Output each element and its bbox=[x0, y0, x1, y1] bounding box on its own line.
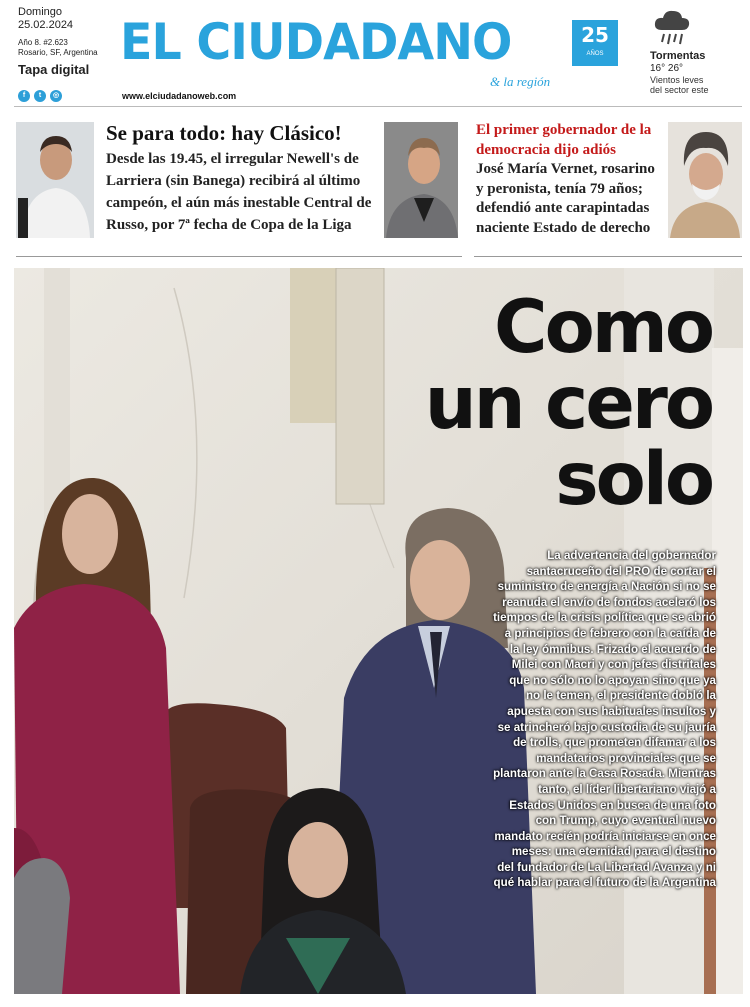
headline-line-2: un cero bbox=[424, 361, 712, 446]
weather-desc-1: Vientos leves bbox=[650, 75, 704, 85]
masthead-divider bbox=[14, 106, 742, 107]
edition-number: Año 8. #2.623 bbox=[18, 38, 68, 47]
newspaper-logo[interactable] bbox=[120, 12, 532, 72]
instagram-icon[interactable]: ◎ bbox=[50, 90, 62, 102]
storm-cloud-icon bbox=[652, 6, 692, 48]
social-links bbox=[18, 90, 62, 102]
weather-condition: Tormentas bbox=[650, 50, 706, 62]
weather-widget bbox=[650, 50, 745, 95]
region-tagline: & la región bbox=[490, 74, 551, 89]
edition-place: Rosario, SF, Argentina bbox=[18, 48, 98, 57]
obituary-teaser-body: José María Vernet, rosarino y peronista, tenía 79 años; defendió ante carapintadas naciente Estado de derecho bbox=[476, 161, 655, 236]
weather-temps: 16° 26° bbox=[650, 63, 684, 74]
twitter-icon[interactable]: t bbox=[34, 90, 46, 102]
headline-line-3: solo bbox=[555, 437, 712, 522]
edition-date: 25.02.2024 bbox=[18, 19, 74, 31]
digital-cover-label: Tapa digital bbox=[18, 62, 90, 77]
anniversary-sub: AÑOS bbox=[586, 51, 604, 57]
logo-text: EL CIUDADANO bbox=[120, 13, 512, 71]
vernet-photo[interactable] bbox=[668, 122, 742, 238]
edition-day: Domingo bbox=[18, 6, 63, 18]
sports-teaser-body: Desde las 19.45, el irregular Newell's de Larriera (sin Banega) recibirá al último campeón, el aún más inestable Central de Russo, por 7ª fecha de Copa de la Liga bbox=[106, 151, 372, 233]
anniversary-badge bbox=[572, 20, 618, 66]
headline-line-1: Como bbox=[494, 285, 712, 370]
sports-teaser-title[interactable]: Se para todo: hay Clásico! bbox=[106, 121, 342, 145]
main-story-lead: La advertencia del gobernador santacruceño del PRO de cortar el suministro de energía a Nación si no se reanuda el envío de fondos aceleró los tiempos de la crisis política que se abrió a principios de febrero con la caída de la ley ómnibus. Frizado el acuerdo de Milei con Macri y con jefes distritales que no sólo no lo apoyan sino que ya no le temen, el presidente dobló la apuesta con sus habituales insultos y se atrincheró bajo custodia de su jauría de trolls, que prometen difamar a los mandatarios provinciales que se plantaron ante la Casa Rosada. Mientras tanto, el líder libertariano viajó a Estados Unidos en busca de una foto con Trump, cuyo eventual nuevo mandato recién podría iniciarse en once meses: una eternidad para el destino del fundador de La Libertad Avanza y ni qué hablar para el futuro de la Argentina bbox=[493, 549, 716, 890]
teaser-divider-left bbox=[16, 256, 462, 257]
website-link[interactable]: www.elciudadanoweb.com bbox=[122, 91, 237, 101]
teaser-divider-right bbox=[474, 256, 742, 257]
weather-desc-2: del sector este bbox=[650, 85, 709, 95]
facebook-icon[interactable]: f bbox=[18, 90, 30, 102]
anniversary-number: 25 bbox=[581, 23, 609, 47]
coach-photo-1[interactable] bbox=[16, 122, 94, 238]
obituary-teaser-title[interactable]: El primer gobernador de la democracia dijo adiós bbox=[476, 122, 652, 158]
main-headline[interactable] bbox=[382, 285, 712, 522]
coach-photo-2[interactable] bbox=[384, 122, 458, 238]
edition-info bbox=[18, 6, 118, 77]
